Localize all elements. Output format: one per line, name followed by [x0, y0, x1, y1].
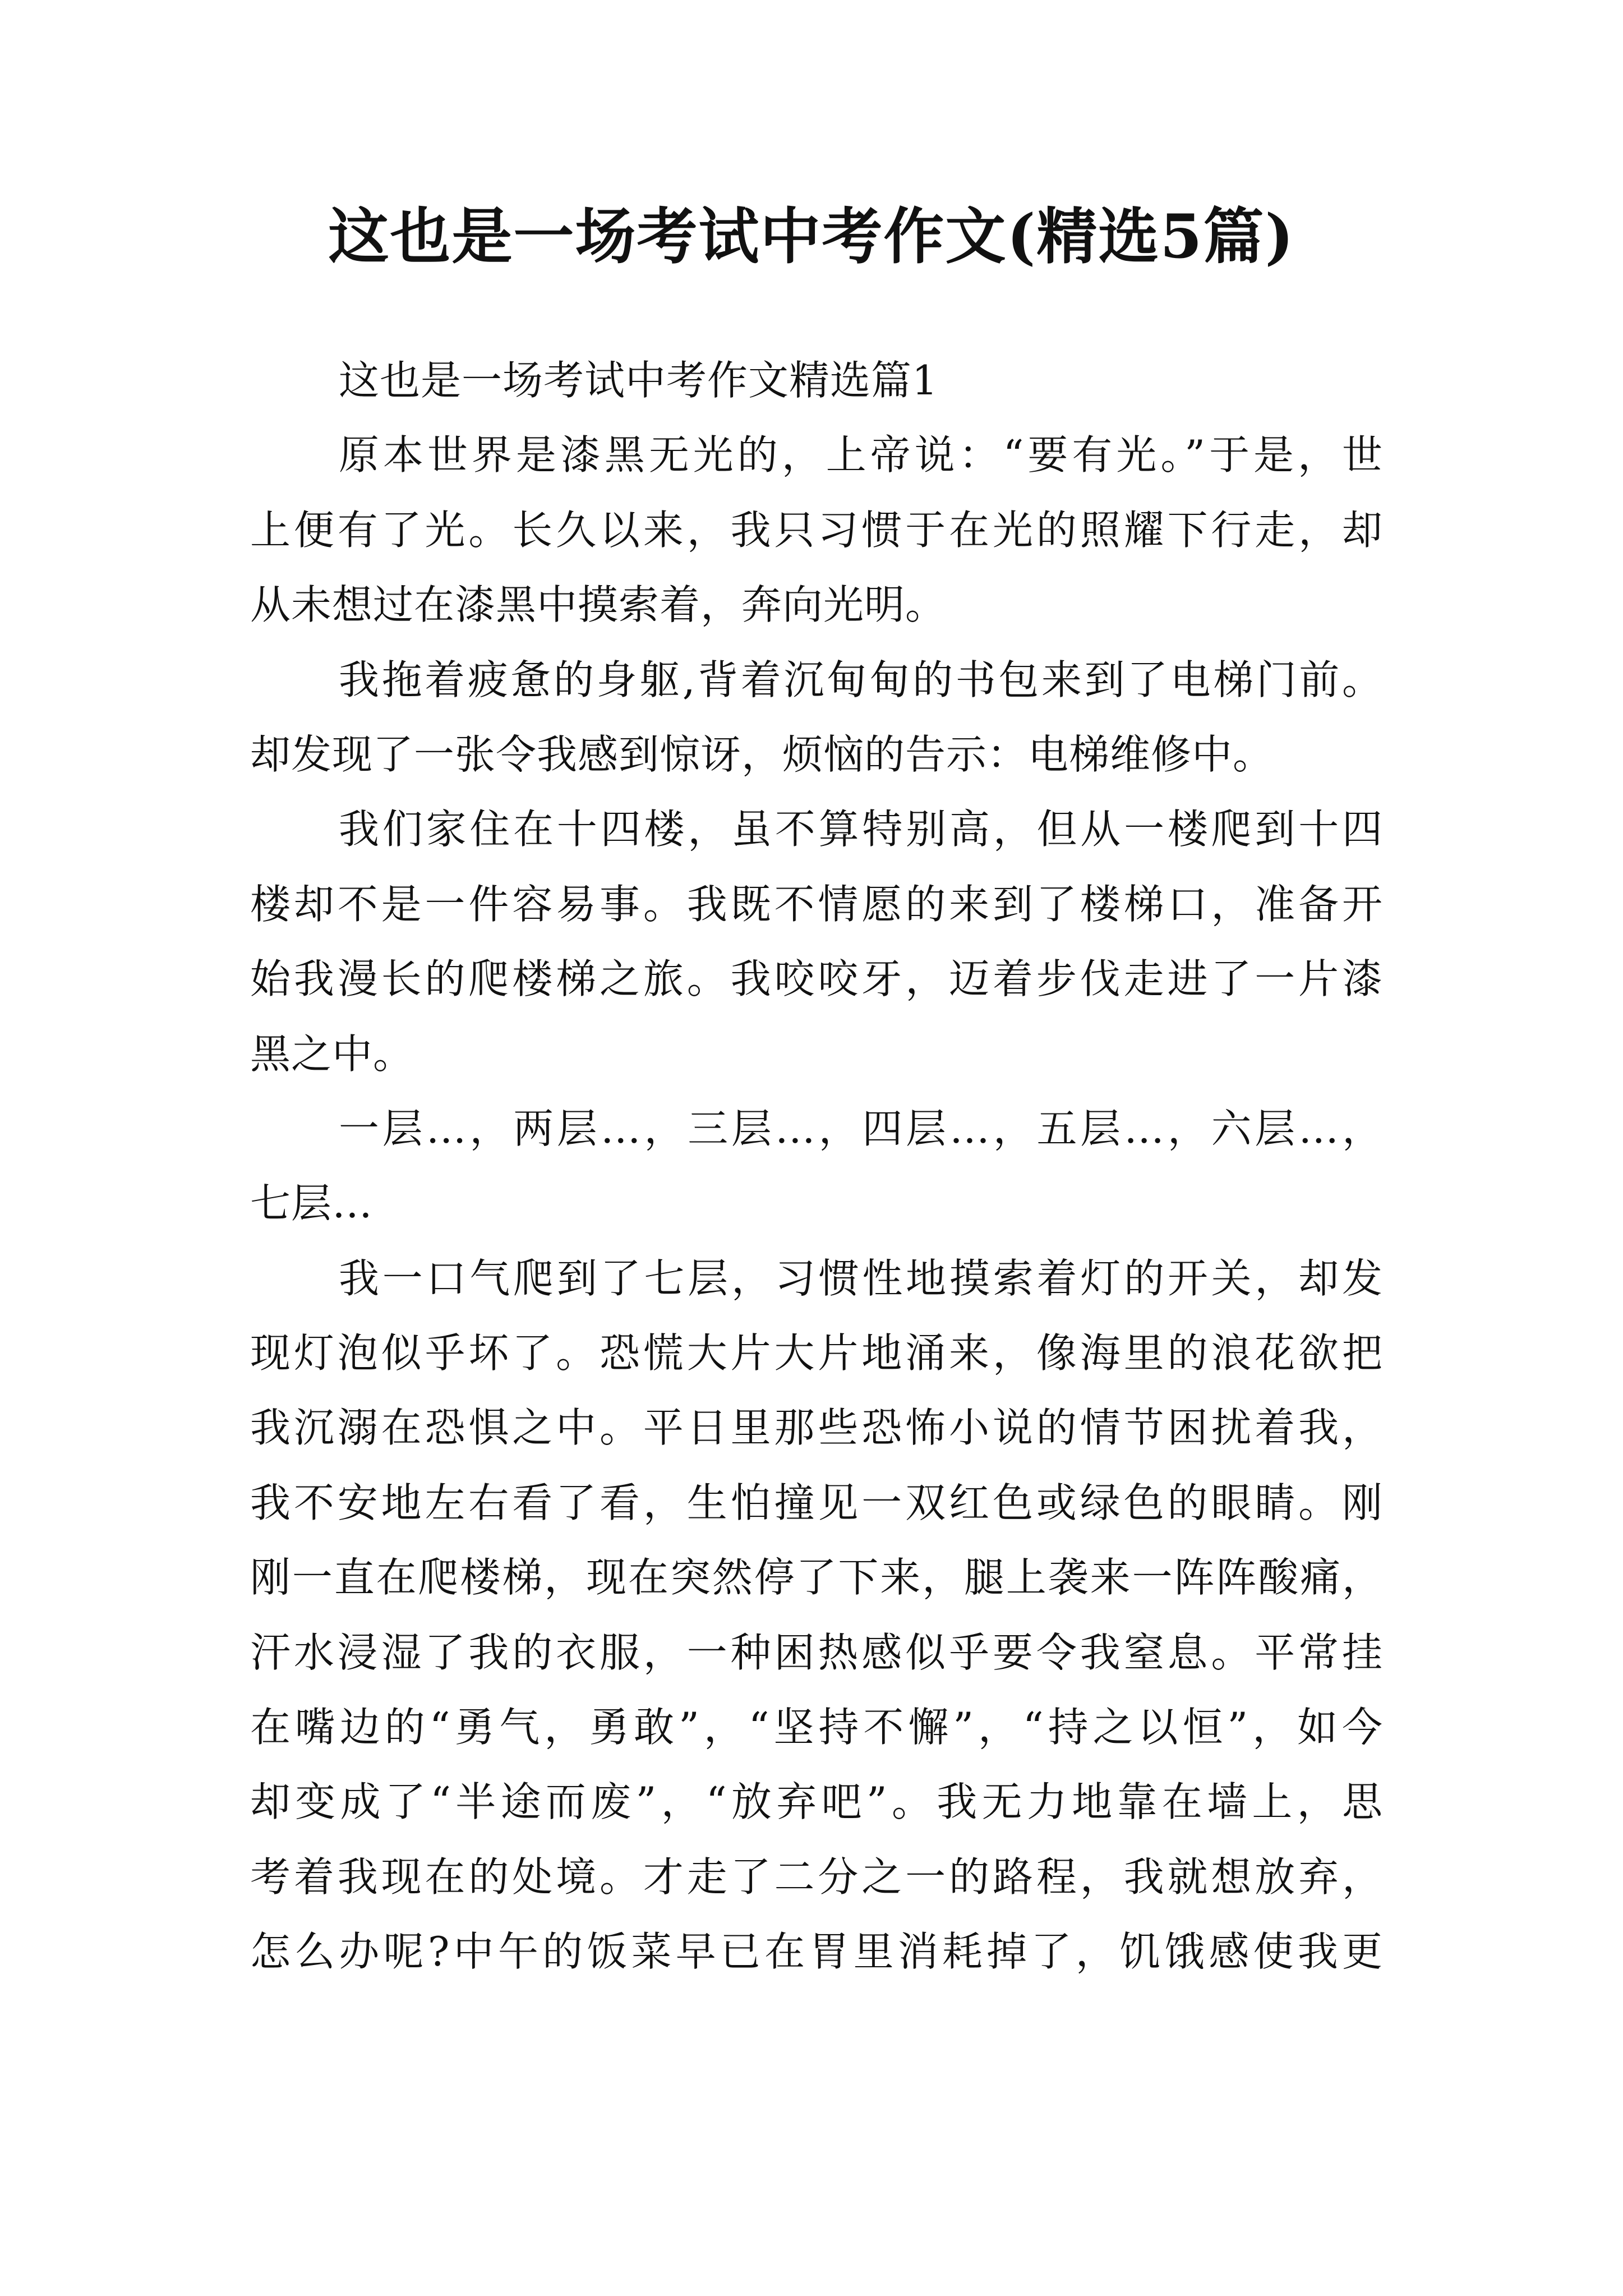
document-title: 这也是一场考试中考作文(精选5篇) — [328, 201, 1295, 272]
text-line: 我不安地左右看了看，生怕撞见一双红色或绿色的眼睛。刚 — [250, 1479, 1383, 1526]
text-line: 却变成了“半途而废”，“放弃吧”。我无力地靠在墙上，思 — [250, 1778, 1383, 1826]
section-heading — [250, 343, 1383, 418]
text-line: 却发现了一张令我感到惊讶，烦恼的告示：电梯维修中。 — [250, 730, 1274, 778]
text-line: 原本世界是漆黑无光的，上帝说：“要有光。”于是，世 — [339, 431, 1383, 479]
text-line: 怎么办呢?中午的饭菜早已在胃里消耗掉了，饥饿感使我更 — [250, 1928, 1383, 1976]
paragraph — [250, 1092, 1383, 1241]
text-line: 我们家住在十四楼，虽不算特别高，但从一楼爬到十四 — [339, 806, 1383, 853]
paragraph — [250, 418, 1383, 642]
paragraph — [250, 792, 1383, 1092]
text-line: 考着我现在的处境。才走了二分之一的路程，我就想放弃， — [250, 1853, 1383, 1901]
text-line: 在嘴边的“勇气，勇敢”，“坚持不懈”，“持之以恒”，如今 — [250, 1704, 1383, 1751]
text-line: 黑之中。 — [250, 1030, 414, 1078]
text-line: 楼却不是一件容易事。我既不情愿的来到了楼梯口，准备开 — [250, 880, 1383, 928]
text-line: 我一口气爬到了七层，习惯性地摸索着灯的开关，却发 — [339, 1254, 1383, 1302]
text-line: 从未想过在漆黑中摸索着，奔向光明。 — [250, 581, 947, 629]
text-line: 我拖着疲惫的身躯,背着沉甸甸的书包来到了电梯门前。 — [339, 656, 1383, 703]
document-body — [250, 343, 1383, 1990]
text-line: 现灯泡似乎坏了。恐慌大片大片地涌来，像海里的浪花欲把 — [250, 1329, 1383, 1377]
text-line: 一层…，两层…，三层…，四层…，五层…，六层…， — [339, 1105, 1383, 1152]
paragraph — [250, 1241, 1383, 1990]
text-line: 刚一直在爬楼梯，现在突然停了下来，腿上袭来一阵阵酸痛， — [250, 1554, 1383, 1602]
text-line: 我沉溺在恐惧之中。平日里那些恐怖小说的情节困扰着我， — [250, 1404, 1383, 1452]
text-line: 七层… — [250, 1180, 374, 1227]
text-line: 始我漫长的爬楼梯之旅。我咬咬牙，迈着步伐走进了一片漆 — [250, 955, 1383, 1003]
text-line: 这也是一场考试中考作文精选篇1 — [339, 357, 938, 404]
text-line: 汗水浸湿了我的衣服，一种困热感似乎要令我窒息。平常挂 — [250, 1628, 1383, 1676]
paragraph — [250, 643, 1383, 793]
text-line: 上便有了光。长久以来，我只习惯于在光的照耀下行走，却 — [250, 506, 1383, 554]
